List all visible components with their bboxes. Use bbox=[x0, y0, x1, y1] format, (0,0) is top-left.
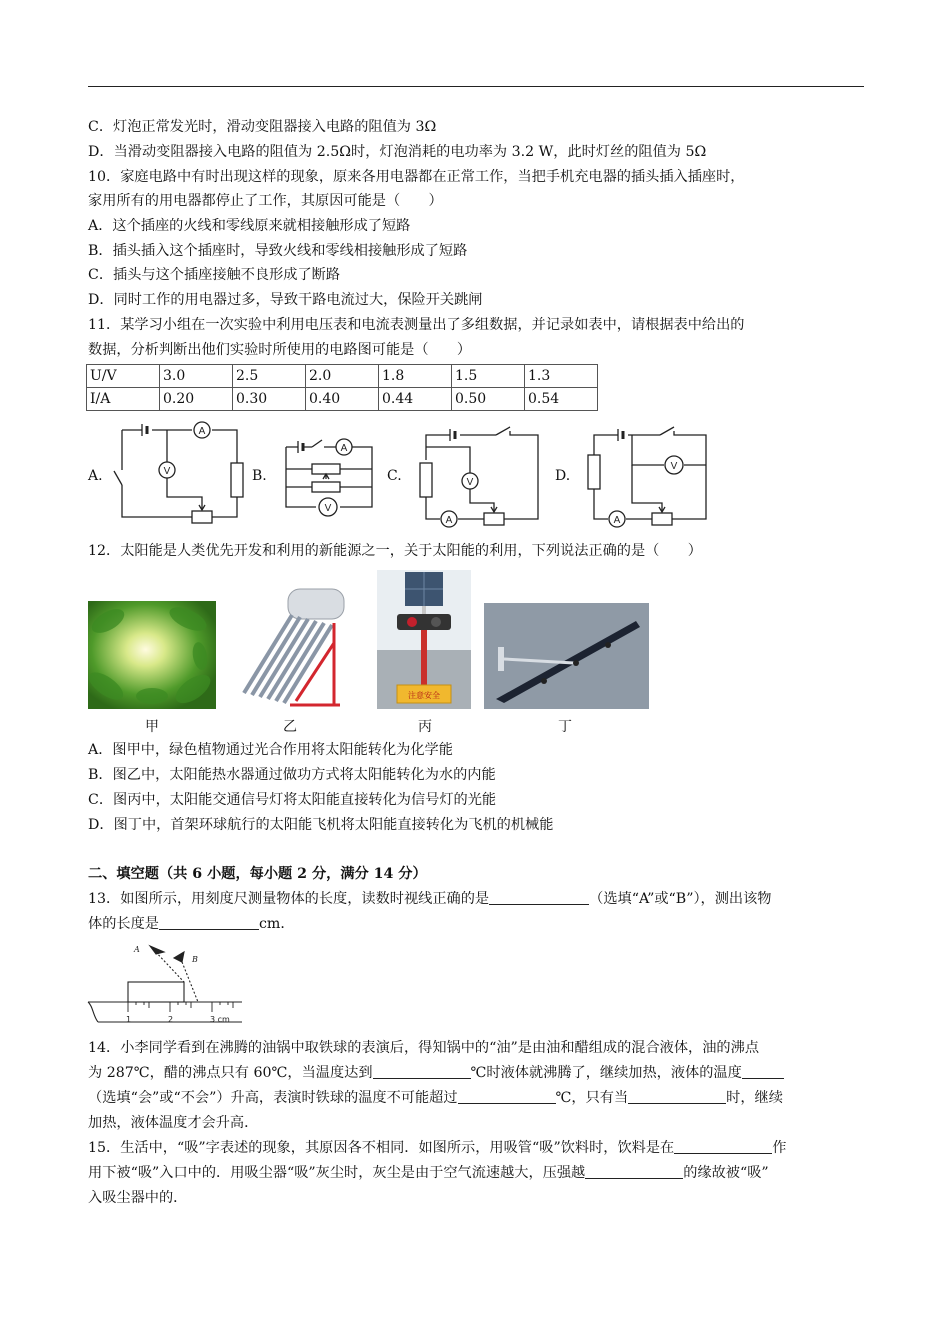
q13-stem-2 bbox=[88, 915, 295, 933]
q15-text: 15．生活中，“吸”字表述的现象，其原因各不相同．如图所示，用吸管“吸”饮料时，饮料是在 bbox=[88, 1140, 675, 1156]
q15-answer-blank-2[interactable] bbox=[585, 1164, 683, 1179]
photo-leaves-sunlight bbox=[88, 601, 216, 709]
photo-solar-water-heater bbox=[230, 583, 350, 709]
photo-caption-ding: 丁 bbox=[558, 719, 572, 735]
q10-stem-1: 10．家庭电路中有时出现这样的现象，原来各用电器都在正常工作，当把手机充电器的插头插入插座时， bbox=[88, 169, 745, 185]
q13-text: （选填“A”或“B”），测出该物 bbox=[589, 891, 772, 907]
photo-solar-airplane bbox=[484, 603, 649, 709]
q13-answer-blank-1[interactable] bbox=[489, 890, 589, 905]
q15-text: 的缘故被“吸” bbox=[683, 1165, 769, 1181]
q15-text: 作 bbox=[772, 1140, 787, 1156]
voltmeter-label: V bbox=[163, 466, 171, 477]
table-cell: 0.30 bbox=[233, 388, 306, 411]
q12-option-d: D．图丁中，首架环球航行的太阳能飞机将太阳能直接转化为飞机的机械能 bbox=[88, 817, 554, 833]
q14-text: ℃，只有当 bbox=[555, 1090, 629, 1106]
q13-stem-1 bbox=[88, 890, 772, 908]
table-cell: 1.3 bbox=[525, 365, 598, 388]
table-cell: 0.20 bbox=[160, 388, 233, 411]
q10-stem-2: 家用所有的用电器都停止了工作，其原因可能是（ ） bbox=[88, 193, 443, 209]
q11-stem-2: 数据，分析判断出他们实验时所使用的电路图可能是（ ） bbox=[88, 342, 472, 358]
q12-option-b: B．图乙中，太阳能热水器通过做功方式将太阳能转化为水的内能 bbox=[88, 767, 496, 783]
q10-option-c: C．插头与这个插座接触不良形成了断路 bbox=[88, 267, 341, 283]
q14-text: （选填“会”或“不会”）升高，表演时铁球的温度不可能超过 bbox=[88, 1090, 458, 1106]
photo-caption-yi: 乙 bbox=[283, 719, 297, 735]
q15-text: 用下被“吸”入口中的．用吸尘器“吸”灰尘时，灰尘是由于空气流速越大，压强越 bbox=[88, 1165, 586, 1181]
q14-stem-3 bbox=[88, 1089, 783, 1107]
ammeter-label: A bbox=[613, 515, 621, 526]
q14-text: ℃时液体就沸腾了，继续加热，液体的温度 bbox=[470, 1065, 742, 1081]
q12-option-c: C．图丙中，太阳能交通信号灯将太阳能直接转化为信号灯的光能 bbox=[88, 792, 497, 808]
circuit-label-c: C. bbox=[387, 468, 402, 484]
voltmeter-label: V bbox=[670, 461, 678, 472]
table-cell: 1.8 bbox=[379, 365, 452, 388]
q15-stem-2 bbox=[88, 1164, 769, 1182]
table-cell: 2.0 bbox=[306, 365, 379, 388]
q14-text: 时，继续 bbox=[726, 1090, 783, 1106]
q14-text: 为 287℃，醋的沸点只有 60℃，当温度达到 bbox=[88, 1065, 373, 1081]
photo-caption-jia: 甲 bbox=[145, 719, 159, 735]
q13-text: 13．如图所示，用刻度尺测量物体的长度，读数时视线正确的是 bbox=[88, 891, 490, 907]
table-cell: 0.40 bbox=[306, 388, 379, 411]
q13-answer-blank-2[interactable] bbox=[159, 915, 259, 930]
ruler-figure bbox=[88, 940, 248, 1032]
q13-text: 体的长度是 bbox=[88, 916, 159, 932]
q13-text: cm． bbox=[258, 916, 295, 932]
q14-answer-blank-2[interactable] bbox=[742, 1064, 784, 1079]
circuit-diagram-b bbox=[282, 435, 378, 521]
ruler-tick-label: 1 bbox=[126, 1015, 132, 1024]
view-label-b: B bbox=[192, 955, 198, 964]
ammeter-label: A bbox=[445, 515, 453, 526]
circuit-label-d: D. bbox=[555, 468, 571, 484]
table-cell: U/V bbox=[87, 365, 160, 388]
header-rule bbox=[88, 86, 864, 87]
sign-text: 注意安全 bbox=[408, 691, 440, 700]
q15-stem-1 bbox=[88, 1139, 786, 1157]
circuit-diagram-d bbox=[586, 425, 716, 527]
q14-answer-blank-4[interactable] bbox=[628, 1089, 726, 1104]
section-title: 二、填空题（共 6 小题，每小题 2 分，满分 14 分） bbox=[88, 866, 427, 882]
q12-option-a: A．图甲中，绿色植物通过光合作用将太阳能转化为化学能 bbox=[88, 742, 453, 758]
table-cell: I/A bbox=[87, 388, 160, 411]
q9-option-c: C．灯泡正常发光时，滑动变阻器接入电路的阻值为 3Ω bbox=[88, 119, 437, 135]
q11-stem-1: 11．某学习小组在一次实验中利用电压表和电流表测量出了多组数据，并记录如表中，请根据表中给出的 bbox=[88, 317, 745, 333]
table-cell: 1.5 bbox=[452, 365, 525, 388]
photo-solar-traffic-light bbox=[377, 570, 471, 709]
table-row bbox=[87, 388, 598, 411]
circuit-label-b: B. bbox=[252, 468, 267, 484]
voltmeter-label: V bbox=[324, 503, 332, 514]
ruler-tick-label: 2 bbox=[168, 1015, 174, 1024]
ammeter-label: A bbox=[198, 426, 206, 437]
table-row bbox=[87, 365, 598, 388]
circuit-diagram-a bbox=[112, 425, 242, 525]
q10-option-b: B．插头插入这个插座时，导致火线和零线相接触形成了短路 bbox=[88, 243, 468, 259]
table-cell: 0.44 bbox=[379, 388, 452, 411]
table-cell: 0.54 bbox=[525, 388, 598, 411]
table-cell: 0.50 bbox=[452, 388, 525, 411]
q12-stem: 12．太阳能是人类优先开发和利用的新能源之一，关于太阳能的利用，下列说法正确的是（ ） bbox=[88, 543, 702, 559]
q9-option-d: D．当滑动变阻器接入电路的阻值为 2.5Ω时，灯泡消耗的电功率为 3.2 W，此时灯丝的阻值为 5Ω bbox=[88, 144, 707, 160]
q14-stem-2 bbox=[88, 1064, 784, 1082]
voltmeter-label: V bbox=[466, 477, 474, 488]
ruler-tick-label: 3 cm bbox=[210, 1015, 230, 1024]
q10-option-a: A．这个插座的火线和零线原来就相接触形成了短路 bbox=[88, 218, 411, 234]
q15-stem-3: 入吸尘器中的． bbox=[88, 1190, 188, 1206]
table-cell: 3.0 bbox=[160, 365, 233, 388]
q14-stem-4: 加热，液体温度才会升高． bbox=[88, 1115, 259, 1131]
q14-answer-blank-1[interactable] bbox=[373, 1064, 471, 1079]
q14-stem-1: 14．小李同学看到在沸腾的油锅中取铁球的表演后，得知锅中的“油”是由油和醋组成的混合液体，油的沸点 bbox=[88, 1040, 760, 1056]
ammeter-label: A bbox=[340, 443, 348, 454]
circuit-diagram-c bbox=[418, 425, 548, 527]
table-cell: 2.5 bbox=[233, 365, 306, 388]
q15-answer-blank-1[interactable] bbox=[674, 1139, 772, 1154]
photo-caption-bing: 丙 bbox=[418, 719, 432, 735]
circuit-label-a: A. bbox=[88, 468, 103, 484]
data-table bbox=[86, 364, 598, 411]
q10-option-d: D．同时工作的用电器过多，导致干路电流过大，保险开关跳闸 bbox=[88, 292, 483, 308]
q14-answer-blank-3[interactable] bbox=[458, 1089, 556, 1104]
view-label-a: A bbox=[134, 945, 140, 954]
